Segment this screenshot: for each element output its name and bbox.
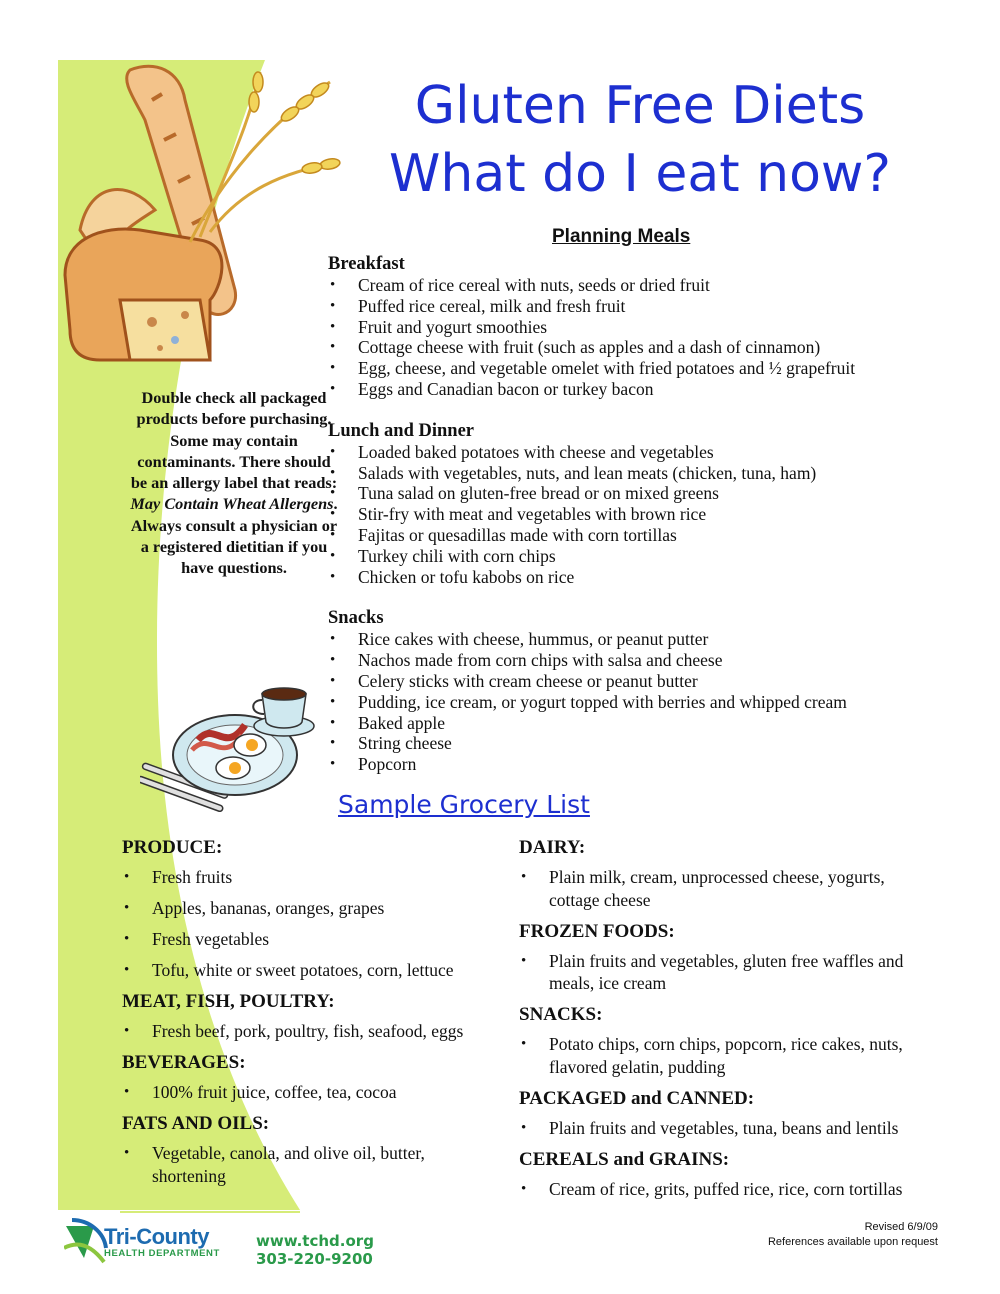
- page-title: [350, 72, 930, 208]
- meal-section-lunch-dinner: [328, 420, 968, 588]
- website-link[interactable]: www.tchd.org: [256, 1232, 374, 1250]
- list-item: • Fresh beef, pork, poultry, fish, seafood, eggs: [122, 1020, 502, 1043]
- footer-contact: [256, 1232, 374, 1268]
- list-item: • Cottage cheese with fruit (such as apples and a dash of cinnamon): [328, 337, 968, 358]
- planning-meals-heading: Planning Meals: [552, 226, 691, 247]
- callout-advice: Always consult a physician or a registered dietitian if you have questions.: [130, 515, 338, 578]
- list-item: • Cream of rice cereal with nuts, seeds or dried fruit: [328, 275, 968, 296]
- revised-date: Revised 6/9/09: [864, 1221, 938, 1233]
- title-line-1: Gluten Free Diets: [414, 76, 866, 136]
- grocery-category-cereals: [519, 1148, 939, 1201]
- category-heading: FATS AND OILS:: [122, 1113, 270, 1134]
- allergy-callout: [128, 387, 340, 579]
- grocery-column-left: [122, 836, 502, 1196]
- list-item: • Plain milk, cream, unprocessed cheese, yogurts, cottage cheese: [519, 866, 939, 911]
- grocery-category-beverages: [122, 1051, 502, 1104]
- list-item: • Eggs and Canadian bacon or turkey bacon: [328, 379, 968, 400]
- references-note: References available upon request: [767, 1236, 938, 1248]
- meal-heading: Breakfast: [328, 254, 405, 274]
- meal-heading: Lunch and Dinner: [328, 420, 474, 441]
- grocery-category-fats: [122, 1112, 502, 1187]
- logo-name: Tri-County: [104, 1224, 209, 1249]
- list-item: • Fajitas or quesadillas made with corn tortillas: [328, 525, 968, 546]
- logo-subtitle: HEALTH DEPARTMENT: [104, 1248, 220, 1259]
- list-item: • Baked apple: [328, 713, 968, 734]
- meal-section-breakfast: [328, 253, 968, 400]
- list-item: • Potato chips, corn chips, popcorn, rice cakes, nuts, flavored gelatin, pudding: [519, 1033, 939, 1078]
- list-item: • Loaded baked potatoes with cheese and vegetables: [328, 442, 968, 463]
- list-item: • Turkey chili with corn chips: [328, 546, 968, 567]
- wheat-stalks-icon: [180, 62, 350, 252]
- category-heading: FROZEN FOODS:: [519, 920, 675, 942]
- callout-text: Double check all packaged products before purchasing. Some may contain contaminants. There should be an allergy label that reads:: [130, 388, 338, 493]
- meal-heading: Snacks: [328, 608, 384, 629]
- category-heading: MEAT, FISH, POULTRY:: [122, 991, 335, 1012]
- category-heading: SNACKS:: [519, 1004, 603, 1025]
- list-item: • Chicken or tofu kabobs on rice: [328, 567, 968, 588]
- list-item: • String cheese: [328, 733, 968, 754]
- grocery-category-frozen: [519, 920, 939, 995]
- revision-note: [640, 1220, 938, 1250]
- title-line-2: What do I eat now?: [388, 144, 892, 204]
- grocery-list-title: Sample Grocery List: [338, 790, 590, 819]
- callout-period: .: [333, 494, 338, 514]
- meal-sections: [328, 253, 968, 795]
- list-item: • Stir-fry with meat and vegetables with brown rice: [328, 504, 968, 525]
- list-item: • Fresh vegetables: [122, 928, 502, 951]
- list-item: • Fresh fruits: [122, 866, 502, 889]
- phone-number: 303-220-9200: [256, 1250, 373, 1268]
- list-item: • Rice cakes with cheese, hummus, or peanut putter: [328, 629, 968, 650]
- meal-section-snacks: [328, 607, 968, 775]
- list-item: • Fruit and yogurt smoothies: [328, 317, 968, 338]
- list-item: • Nachos made from corn chips with salsa and cheese: [328, 650, 968, 671]
- category-heading: PACKAGED and CANNED:: [519, 1087, 755, 1109]
- coffee-cup-icon: [248, 680, 318, 740]
- list-item: • Vegetable, canola, and olive oil, butter, shortening: [122, 1142, 502, 1187]
- list-item: • Salads with vegetables, nuts, and lean meats (chicken, tuna, ham): [328, 463, 968, 484]
- grocery-category-produce: [122, 836, 502, 982]
- list-item: • Tofu, white or sweet potatoes, corn, lettuce: [122, 959, 502, 982]
- list-item: • Tuna salad on gluten-free bread or on mixed greens: [328, 483, 968, 504]
- list-item: • Popcorn: [328, 754, 968, 775]
- category-heading: PRODUCE:: [122, 837, 223, 858]
- grocery-category-snacks: [519, 1003, 939, 1078]
- list-item: • Plain fruits and vegetables, tuna, beans and lentils: [519, 1117, 939, 1140]
- tri-county-logo: [104, 1226, 220, 1259]
- grocery-category-meat: [122, 990, 502, 1043]
- list-item: • Apples, bananas, oranges, grapes: [122, 897, 502, 920]
- list-item: • Plain fruits and vegetables, gluten free waffles and meals, ice cream: [519, 950, 939, 995]
- list-item: • Pudding, ice cream, or yogurt topped with berries and whipped cream: [328, 692, 968, 713]
- list-item: • Cream of rice, grits, puffed rice, rice, corn tortillas: [519, 1178, 939, 1201]
- category-heading: CEREALS and GRAINS:: [519, 1148, 730, 1170]
- grocery-category-dairy: [519, 836, 939, 911]
- list-item: • Celery sticks with cream cheese or peanut butter: [328, 671, 968, 692]
- callout-allergen-label: May Contain Wheat Allergens: [130, 494, 334, 514]
- grocery-column-right: [519, 836, 939, 1209]
- grocery-category-packaged: [519, 1087, 939, 1140]
- category-heading: BEVERAGES:: [122, 1052, 246, 1073]
- category-heading: DAIRY:: [519, 837, 586, 858]
- list-item: • 100% fruit juice, coffee, tea, cocoa: [122, 1081, 502, 1104]
- list-item: • Egg, cheese, and vegetable omelet with fried potatoes and ½ grapefruit: [328, 358, 968, 379]
- list-item: • Puffed rice cereal, milk and fresh fruit: [328, 296, 968, 317]
